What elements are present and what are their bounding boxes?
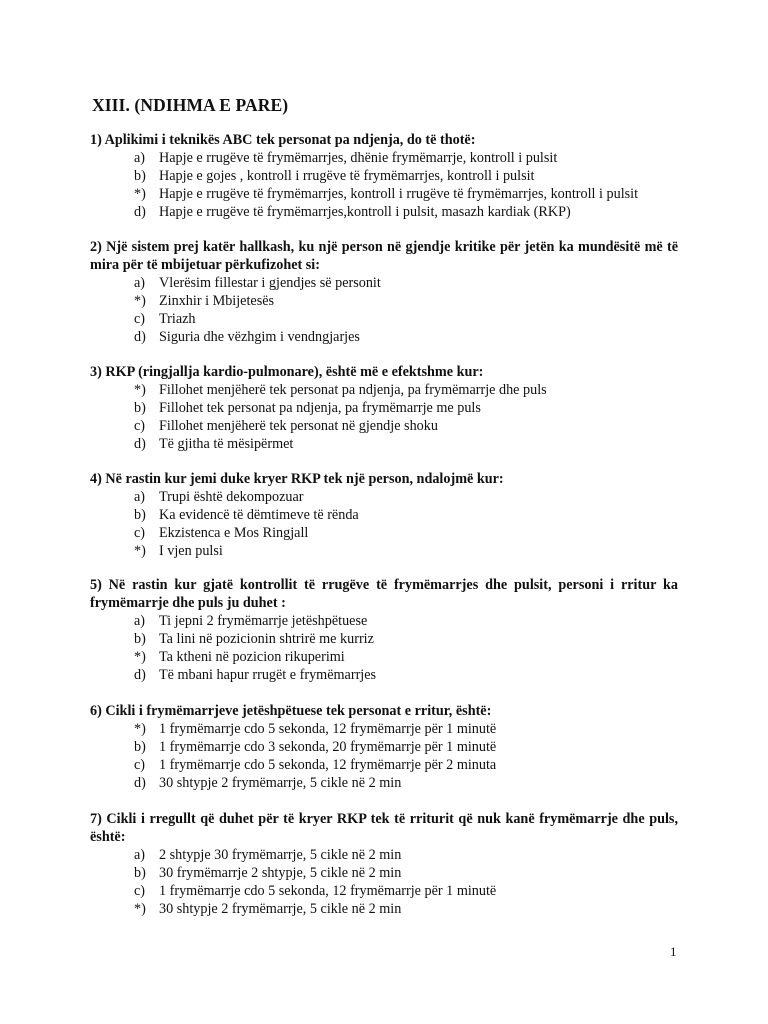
option (90, 435, 678, 453)
option (90, 167, 678, 185)
option (90, 506, 678, 524)
option-marker: b) (134, 865, 146, 881)
question-6 (90, 702, 678, 792)
option-marker: c) (134, 311, 146, 327)
option-text: 1 frymëmarrje cdo 5 sekonda, 12 frymëmarrje për 1 minutë (159, 883, 497, 899)
option (90, 900, 678, 918)
option-text: 1 frymëmarrje cdo 5 sekonda, 12 frymëmarrje për 1 minutë (159, 721, 497, 737)
option (90, 648, 678, 666)
option-text: 2 shtypje 30 frymëmarrje, 5 cikle në 2 min (159, 847, 402, 863)
option-marker: c) (134, 418, 146, 434)
option-marker: *) (134, 543, 146, 559)
option-text: 30 shtypje 2 frymëmarrje, 5 cikle në 2 min (159, 775, 402, 791)
option (90, 882, 678, 900)
option-text: Vlerësim fillestar i gjendjes së personit (159, 275, 381, 291)
question-5 (90, 576, 678, 684)
option-list (90, 488, 678, 560)
option (90, 292, 678, 310)
option (90, 846, 678, 864)
option-text: Zinxhir i Mbijetesës (159, 293, 275, 309)
option-marker: a) (134, 150, 146, 166)
option-text: Trupi është dekompozuar (159, 489, 304, 505)
option-marker: b) (134, 631, 146, 647)
option-list (90, 612, 678, 684)
option-text: Ti jepni 2 frymëmarrje jetëshpëtuese (159, 613, 368, 629)
option-list (90, 720, 678, 792)
question-4 (90, 470, 678, 560)
option-text: 1 frymëmarrje cdo 3 sekonda, 20 frymëmarrje për 1 minutë (159, 739, 497, 755)
option-marker: d) (134, 667, 146, 683)
option (90, 310, 678, 328)
option-text: Fillohet menjëherë tek personat në gjendje shoku (159, 418, 438, 434)
question-text: 4) Në rastin kur jemi duke kryer RKP tek një person, ndalojmë kur: (90, 471, 504, 487)
option-list (90, 274, 678, 346)
option-marker: c) (134, 525, 146, 541)
option (90, 328, 678, 346)
option-marker: d) (134, 204, 146, 220)
option-marker: a) (134, 275, 146, 291)
option-text: Ka evidencë të dëmtimeve të rënda (159, 507, 359, 523)
option-text: 30 frymëmarrje 2 shtypje, 5 cikle në 2 min (159, 865, 402, 881)
option-text: Hapje e gojes , kontroll i rrugëve të frymëmarrjes, kontroll i pulsit (159, 168, 535, 184)
option-text: Ta lini në pozicionin shtrirë me kurriz (159, 631, 374, 647)
option-text: 1 frymëmarrje cdo 5 sekonda, 12 frymëmarrje për 2 minuta (159, 757, 497, 773)
question-text: 5) Në rastin kur gjatë kontrollit të rrugëve të frymëmarrjes dhe pulsit, personi i rritur ka frymëmarrje dhe puls ju duhet : (90, 577, 678, 611)
option (90, 417, 678, 435)
option-text: Fillohet tek personat pa ndjenja, pa frymëmarrje me puls (159, 400, 481, 416)
option-marker: *) (134, 382, 146, 398)
page-number: 1 (670, 944, 677, 959)
option (90, 488, 678, 506)
option-text: Siguria dhe vëzhgim i vendngjarjes (159, 329, 360, 345)
option-text: Hapje e rrugëve të frymëmarrjes, dhënie frymëmarrje, kontroll i pulsit (159, 150, 558, 166)
option (90, 612, 678, 630)
option (90, 524, 678, 542)
option-marker: d) (134, 436, 146, 452)
question-7 (90, 810, 678, 918)
option-marker: c) (134, 883, 146, 899)
option-text: Triazh (159, 311, 196, 327)
option (90, 738, 678, 756)
option-marker: a) (134, 489, 146, 505)
option-text: Hapje e rrugëve të frymëmarrjes, kontroll i rrugëve të frymëmarrjes, kontroll i pulsit (159, 186, 639, 202)
option-text: Ekzistenca e Mos Ringjall (159, 525, 309, 541)
section-title: XIII. (NDIHMA E PARE) (92, 95, 289, 115)
option-text: Të mbani hapur rrugët e frymëmarrjes (159, 667, 377, 683)
option-text: I vjen pulsi (159, 543, 223, 559)
option (90, 720, 678, 738)
option-marker: *) (134, 649, 146, 665)
option-text: Fillohet menjëherë tek personat pa ndjenja, pa frymëmarrje dhe puls (159, 382, 547, 398)
option-marker: d) (134, 329, 146, 345)
option (90, 666, 678, 684)
question-2 (90, 238, 678, 346)
option (90, 542, 678, 560)
question-1 (90, 131, 678, 221)
option-text: Hapje e rrugëve të frymëmarrjes,kontroll i pulsit, masazh kardiak (RKP) (159, 204, 571, 220)
option (90, 630, 678, 648)
option (90, 185, 678, 203)
option-marker: b) (134, 168, 146, 184)
option-marker: *) (134, 186, 146, 202)
option (90, 381, 678, 399)
option (90, 756, 678, 774)
option (90, 203, 678, 221)
option-list (90, 381, 678, 453)
question-3 (90, 363, 678, 453)
option (90, 864, 678, 882)
option-list (90, 846, 678, 918)
option-marker: b) (134, 739, 146, 755)
option-marker: *) (134, 901, 146, 917)
option (90, 399, 678, 417)
question-text: 1) Aplikimi i teknikës ABC tek personat pa ndjenja, do të thotë: (90, 132, 476, 148)
question-text: 3) RKP (ringjallja kardio-pulmonare), është më e efektshme kur: (90, 364, 484, 380)
option-list (90, 149, 678, 221)
option-marker: a) (134, 613, 146, 629)
option (90, 774, 678, 792)
option-marker: d) (134, 775, 146, 791)
option-text: Ta ktheni në pozicion rikuperimi (159, 649, 345, 665)
option-marker: b) (134, 507, 146, 523)
question-text: 7) Cikli i rregullt që duhet për të kryer RKP tek të rriturit që nuk kanë frymëmarrje dhe puls, është: (90, 811, 678, 845)
option (90, 149, 678, 167)
option (90, 274, 678, 292)
option-marker: c) (134, 757, 146, 773)
option-marker: b) (134, 400, 146, 416)
option-marker: *) (134, 721, 146, 737)
question-text: 2) Një sistem prej katër hallkash, ku një person në gjendje kritike për jetën ka mundësitë më të mira për të mbijetuar përkufizohet si: (90, 239, 678, 273)
option-marker: *) (134, 293, 146, 309)
option-marker: a) (134, 847, 146, 863)
option-text: 30 shtypje 2 frymëmarrje, 5 cikle në 2 min (159, 901, 402, 917)
option-text: Të gjitha të mësipërmet (159, 436, 294, 452)
question-text: 6) Cikli i frymëmarrjeve jetëshpëtuese tek personat e rritur, është: (90, 703, 492, 719)
